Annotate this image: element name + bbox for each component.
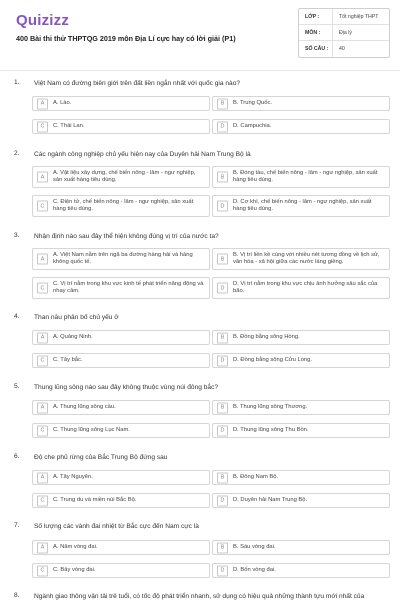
question-text: Than nâu phân bố chủ yếu ở — [34, 314, 119, 321]
header-divider — [0, 70, 400, 71]
meta-table — [298, 8, 390, 58]
option-text: B. Trung Quốc. — [233, 99, 272, 106]
option-letter-box: A — [37, 98, 48, 109]
option-letter-box: D — [217, 283, 228, 294]
option-text: D. Cơ khí, chế biến nông - lâm - ngư nghiệp, sản xuất hàng tiêu dùng. — [233, 198, 372, 213]
option-text: A. Lào. — [53, 99, 72, 106]
document-header — [0, 0, 400, 68]
option-letter-box: A — [37, 402, 48, 413]
meta-row-subject — [299, 25, 389, 41]
option-text: C. Thung lũng sông Lục Nam. — [53, 426, 130, 433]
option-letter-box: B — [217, 98, 228, 109]
option-letter-box: D — [217, 565, 228, 576]
option-text: A. Quảng Ninh. — [53, 333, 93, 340]
answer-option[interactable] — [212, 195, 390, 217]
option-text: D. Đồng bằng sông Cửu Long. — [233, 356, 312, 363]
question-number: 4. — [14, 313, 20, 320]
meta-key: LỚP : — [299, 9, 333, 24]
question-text: Độ che phủ rừng của Bắc Trung Bộ đứng sau — [34, 454, 168, 461]
answer-option[interactable] — [32, 400, 210, 415]
option-letter-box: C — [37, 425, 48, 436]
option-letter-box: C — [37, 121, 48, 132]
question-number: 5. — [14, 383, 20, 390]
answer-option[interactable] — [32, 195, 210, 217]
option-letter-box: D — [217, 355, 228, 366]
option-text: B. Đông Nam Bộ. — [233, 473, 279, 480]
option-text: A. Việt Nam nằm trên ngã ba đường hàng hải và hàng không quốc tế. — [53, 251, 193, 266]
question-number: 2. — [14, 150, 20, 157]
option-text: D. Campuchia. — [233, 122, 272, 129]
option-text: D. Vị trí nằm trong khu vực chịu ảnh hưởng sâu sắc của bão. — [233, 280, 378, 295]
option-letter-box: C — [37, 283, 48, 294]
document-title: 400 Bài thi thử THPTQG 2019 môn Địa Lí cực hay có lời giải (P1) — [16, 34, 236, 43]
answer-option[interactable] — [32, 248, 210, 270]
option-text: B. Đóng tàu, chế biến nông - lâm - ngư nghiệp, sản xuất hàng tiêu dùng. — [233, 169, 378, 184]
option-text: A. Thung lũng sông cầu. — [53, 403, 116, 410]
option-text: C. Thái Lan. — [53, 122, 85, 129]
option-letter-box: A — [37, 542, 48, 553]
answer-option[interactable] — [32, 353, 210, 368]
meta-value: Địa lý — [339, 29, 352, 36]
option-text: D. Bốn vòng đai. — [233, 566, 276, 573]
option-letter-box: D — [217, 495, 228, 506]
option-letter-box: B — [217, 472, 228, 483]
question-number: 1. — [14, 79, 20, 86]
option-text: A. Vật liệu xây dựng, chế biến nông - lâm - ngư nghiệp, sản xuất hàng tiêu dùng. — [53, 169, 196, 184]
answer-option[interactable] — [32, 277, 210, 299]
question-number: 6. — [14, 453, 20, 460]
option-letter-box: C — [37, 201, 48, 212]
answer-option[interactable] — [32, 96, 210, 111]
option-letter-box: D — [217, 201, 228, 212]
option-letter-box: A — [37, 172, 48, 183]
option-letter-box: A — [37, 254, 48, 265]
option-text: B. Đồng bằng sông Hồng. — [233, 333, 300, 340]
option-text: D. Duyên hải Nam Trung Bộ. — [233, 496, 308, 503]
option-text: C. Bảy vòng đai. — [53, 566, 96, 573]
option-text: C. Điện tử, chế biến nông - lâm - ngư nghiệp, sản xuất hàng tiêu dùng. — [53, 198, 194, 213]
answer-option[interactable] — [212, 330, 390, 345]
question-text: Thung lũng sông nào sau đây không thuộc vùng núi đông bắc? — [34, 384, 219, 391]
answer-option[interactable] — [212, 166, 390, 188]
answer-option[interactable] — [32, 493, 210, 508]
answer-option[interactable] — [32, 119, 210, 134]
question-text: Các ngành công nghiệp chủ yếu hiện nay của Duyên hải Nam Trung Bộ là — [34, 151, 251, 158]
option-letter-box: B — [217, 254, 228, 265]
answer-option[interactable] — [32, 563, 210, 578]
option-text: A. Năm vòng đai. — [53, 543, 98, 550]
answer-option[interactable] — [212, 423, 390, 438]
meta-key: SỐ CÂU : — [299, 41, 333, 57]
answer-option[interactable] — [212, 540, 390, 555]
option-letter-box: B — [217, 402, 228, 413]
answer-option[interactable] — [212, 277, 390, 299]
option-text: B. Sáu vòng đai. — [233, 543, 276, 550]
meta-value: Tốt nghiệp THPT — [339, 13, 379, 20]
answer-option[interactable] — [32, 423, 210, 438]
option-letter-box: B — [217, 542, 228, 553]
question-number: 7. — [14, 522, 20, 529]
meta-key: MÔN : — [299, 25, 333, 40]
option-letter-box: D — [217, 121, 228, 132]
answer-option[interactable] — [212, 400, 390, 415]
option-letter-box: D — [217, 425, 228, 436]
question-number: 8. — [14, 592, 20, 599]
meta-row-count — [299, 41, 389, 57]
answer-option[interactable] — [212, 119, 390, 134]
meta-value: 40 — [339, 46, 345, 52]
quizizz-logo: Quizizz — [16, 12, 70, 29]
option-letter-box: B — [217, 332, 228, 343]
question-text: Ngành giao thông vận tải trẻ tuổi, có tốc độ phát triển nhanh, sử dụng có hiệu quả những thành tựu mới nhất của — [34, 593, 365, 600]
option-text: B. Thung lũng sông Thương. — [233, 403, 308, 410]
answer-option[interactable] — [212, 248, 390, 270]
option-text: C. Vị trí nằm trong khu vực kinh tế phát triển năng động và nhạy cảm. — [53, 280, 204, 295]
question-text: Số lượng các vành đai nhiệt từ Bắc cực đến Nam cực là — [34, 523, 199, 530]
option-text: A. Tây Nguyên. — [53, 473, 93, 480]
answer-option[interactable] — [32, 330, 210, 345]
answer-option[interactable] — [212, 470, 390, 485]
option-letter-box: A — [37, 472, 48, 483]
question-text: Việt Nam có đường biên giới trên đất liền ngắn nhất với quốc gia nào? — [34, 80, 241, 87]
answer-option[interactable] — [32, 166, 210, 188]
answer-option[interactable] — [32, 470, 210, 485]
option-letter-box: B — [217, 172, 228, 183]
question-number: 3. — [14, 232, 20, 239]
answer-option[interactable] — [212, 96, 390, 111]
option-text: D. Thung lũng sông Thu Bồn. — [233, 426, 309, 433]
answer-option[interactable] — [32, 540, 210, 555]
answer-option[interactable] — [212, 353, 390, 368]
option-text: B. Vị trí liền kề cùng với nhiều nét tương đồng về lịch sử, văn hóa - xã hội giữa các nước láng giềng. — [233, 251, 380, 266]
answer-option[interactable] — [212, 493, 390, 508]
meta-row-class — [299, 9, 389, 25]
question-text: Nhận định nào sau đây thể hiện không đúng vị trí của nước ta? — [34, 233, 219, 240]
option-text: C. Trung du và miền núi Bắc Bộ. — [53, 496, 137, 503]
option-text: C. Tây bắc. — [53, 356, 83, 363]
option-letter-box: C — [37, 495, 48, 506]
option-letter-box: A — [37, 332, 48, 343]
option-letter-box: C — [37, 565, 48, 576]
option-letter-box: C — [37, 355, 48, 366]
answer-option[interactable] — [212, 563, 390, 578]
